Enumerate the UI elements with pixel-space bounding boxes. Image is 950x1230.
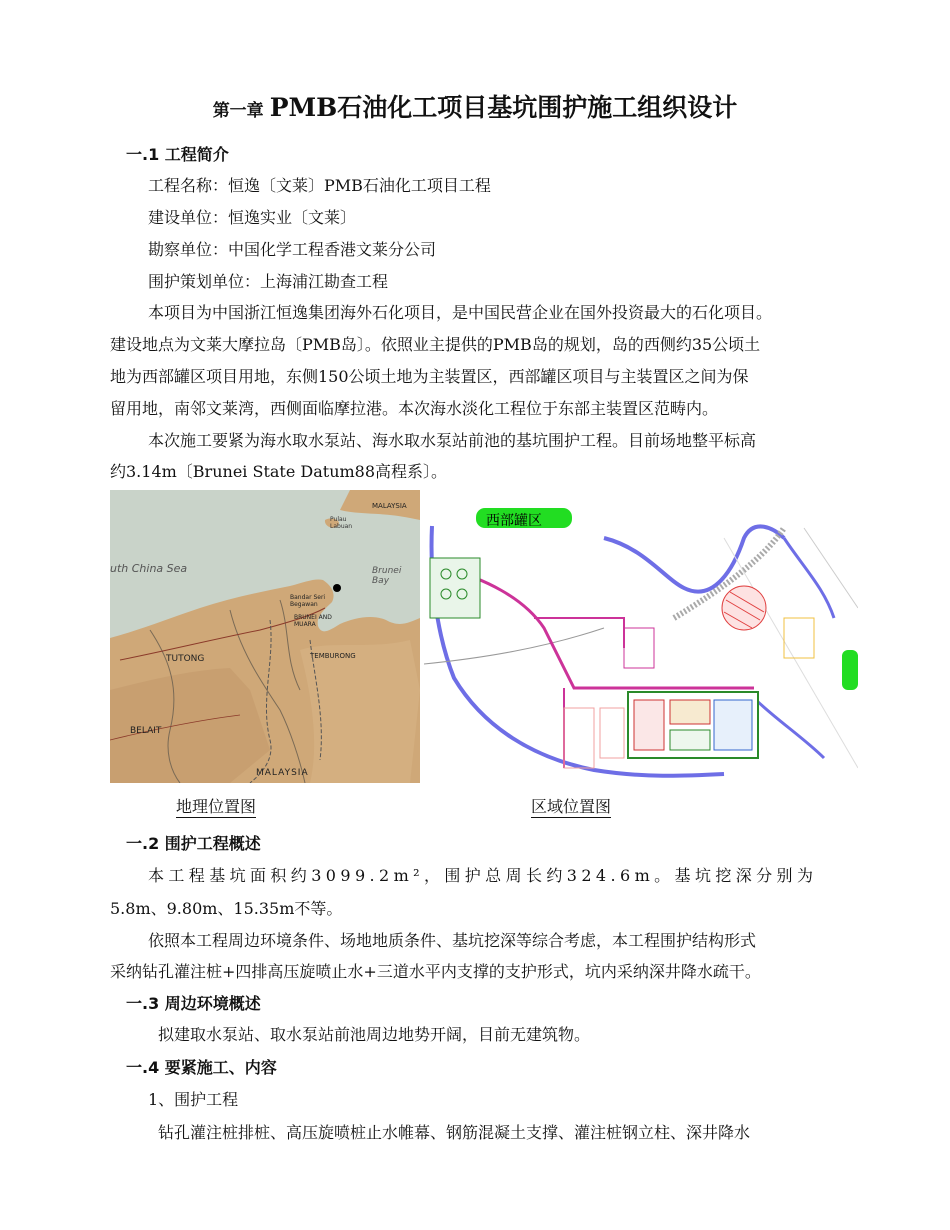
map-label: Bandar Seri Begawan [290,594,326,608]
map-label: TEMBURONG [310,652,356,660]
paragraph-line: 留用地，南邻文莱湾，西侧面临摩拉港。本次海水淡化工程位于东部主装置区范畴内。 [110,399,719,418]
paragraph-line: 本项目为中国浙江恒逸集团海外石化项目，是中国民营企业在国外投资最大的石化项目。 [148,303,773,322]
chapter-title: PMB石油化工项目基坑围护施工组织设计 [269,93,738,122]
paragraph-line: 建设地点为文莱大摩拉岛〔PMB岛〕。依照业主提供的PMB岛的规划，岛的西侧约35公顷土 [110,335,761,354]
page-title [0,88,950,124]
survey-line: 勘察单位：中国化学工程香港文莱分公司 [148,240,437,259]
paragraph-line: 地为西部罐区项目用地，东侧150公顷土地为主装置区，西部罐区项目与主装置区之间为保 [110,367,749,386]
map-label: BRUNEI AND MUARA [294,614,332,628]
caption-regional: 区域位置图 [531,797,612,816]
map-label: Pulau Labuan [330,516,353,530]
section-heading-1-3: 一.3 周边环境概述 [126,994,261,1013]
project-name-line: 工程名称：恒逸〔文莱〕PMB石油化工项目工程 [148,176,491,195]
map-label: uth China Sea [110,562,188,575]
regional-location-map [424,508,858,784]
paragraph-line: 约3.14m〔Brunei State Datum88高程系〕。 [110,462,448,481]
paragraph-line: 本次施工要紧为海水取水泵站、海水取水泵站前池的基坑围护工程。目前场地整平标高 [148,431,757,450]
map-label: Brunei Bay [372,566,402,586]
paragraph-line: 依照本工程周边环境条件、场地地质条件、基坑挖深等综合考虑，本工程围护结构形式 [148,931,757,950]
owner-line: 建设单位：恒逸实业〔文莱〕 [148,208,357,227]
paragraph-line: 5.8m、9.80m、15.35m不等。 [110,899,343,918]
list-item: 1、围护工程 [148,1090,239,1109]
section-heading-1-1: 一.1 工程简介 [126,145,229,164]
paragraph-line: 拟建取水泵站、取水泵站前池周边地势开阔，目前无建筑物。 [158,1025,591,1044]
map-label: TUTONG [166,654,205,664]
caption-geographic: 地理位置图 [176,797,257,816]
planner-line: 围护策划单位：上海浦江勘查工程 [148,272,389,291]
map-label-west-tank: 西部罐区 [486,513,542,529]
paragraph-line: 钻孔灌注桩排桩、高压旋喷桩止水帷幕、钢筋混凝土支撑、灌注桩钢立柱、深井降水 [158,1123,751,1142]
map-label: BELAIT [130,726,162,736]
chapter-label: 第一章 [212,101,264,121]
paragraph-line: 采纳钻孔灌注桩+四排高压旋喷止水+三道水平内支撑的支护形式，坑内采纳深井降水疏干。 [110,962,761,981]
section-heading-1-2: 一.2 围护工程概述 [126,834,261,853]
section-heading-1-4: 一.4 要紧施工、内容 [126,1058,277,1077]
map-label: MALAYSIA [256,768,309,778]
paragraph-line: 本工程基坑面积约3099.2m²，围护总周长约324.6m。基坑挖深分别为 [148,866,818,885]
geographic-location-map [110,490,420,783]
map-label: MALAYSIA [372,502,407,510]
